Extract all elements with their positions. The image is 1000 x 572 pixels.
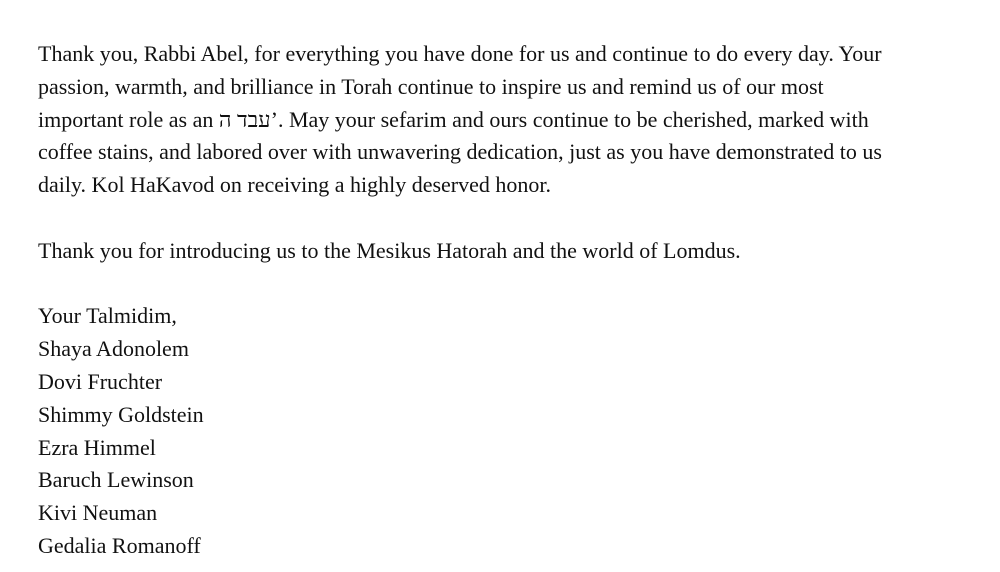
signatory-list	[38, 333, 996, 563]
paragraph-line: coffee stains, and labored over with unwavering dedication, just as you have demonstrated to us	[38, 139, 882, 165]
signoff-block	[38, 300, 996, 562]
introduction-paragraph: Thank you for introducing us to the Mesikus Hatorah and the world of Lomdus.	[38, 237, 741, 263]
closing-line: Your Talmidim,	[38, 303, 177, 329]
signatory-name: Ezra Himmel	[38, 434, 156, 460]
signatory-name: Shimmy Goldstein	[38, 401, 204, 427]
signatory-name: Dovi Fruchter	[38, 368, 163, 394]
paragraph-line: Thank you, Rabbi Abel, for everything you have done for us and continue to do every day. Your	[38, 41, 882, 66]
signatory-name: Shaya Adonolem	[38, 336, 189, 362]
paragraph-line: important role as an עבד ה’. May your sefarim and ours continue to be cherished, marked with	[38, 106, 869, 132]
signatory-name: Kivi Neuman	[38, 500, 158, 526]
letter-page	[38, 38, 996, 563]
paragraph-line: passion, warmth, and brilliance in Torah continue to inspire us and remind us of our most	[38, 73, 824, 99]
signatory-name: Baruch Lewinson	[38, 467, 194, 493]
signatory-name: Gedalia Romanoff	[38, 532, 201, 558]
paragraph-line: daily. Kol HaKavod on receiving a highly deserved honor.	[38, 172, 551, 198]
thank-you-paragraph	[38, 38, 996, 202]
